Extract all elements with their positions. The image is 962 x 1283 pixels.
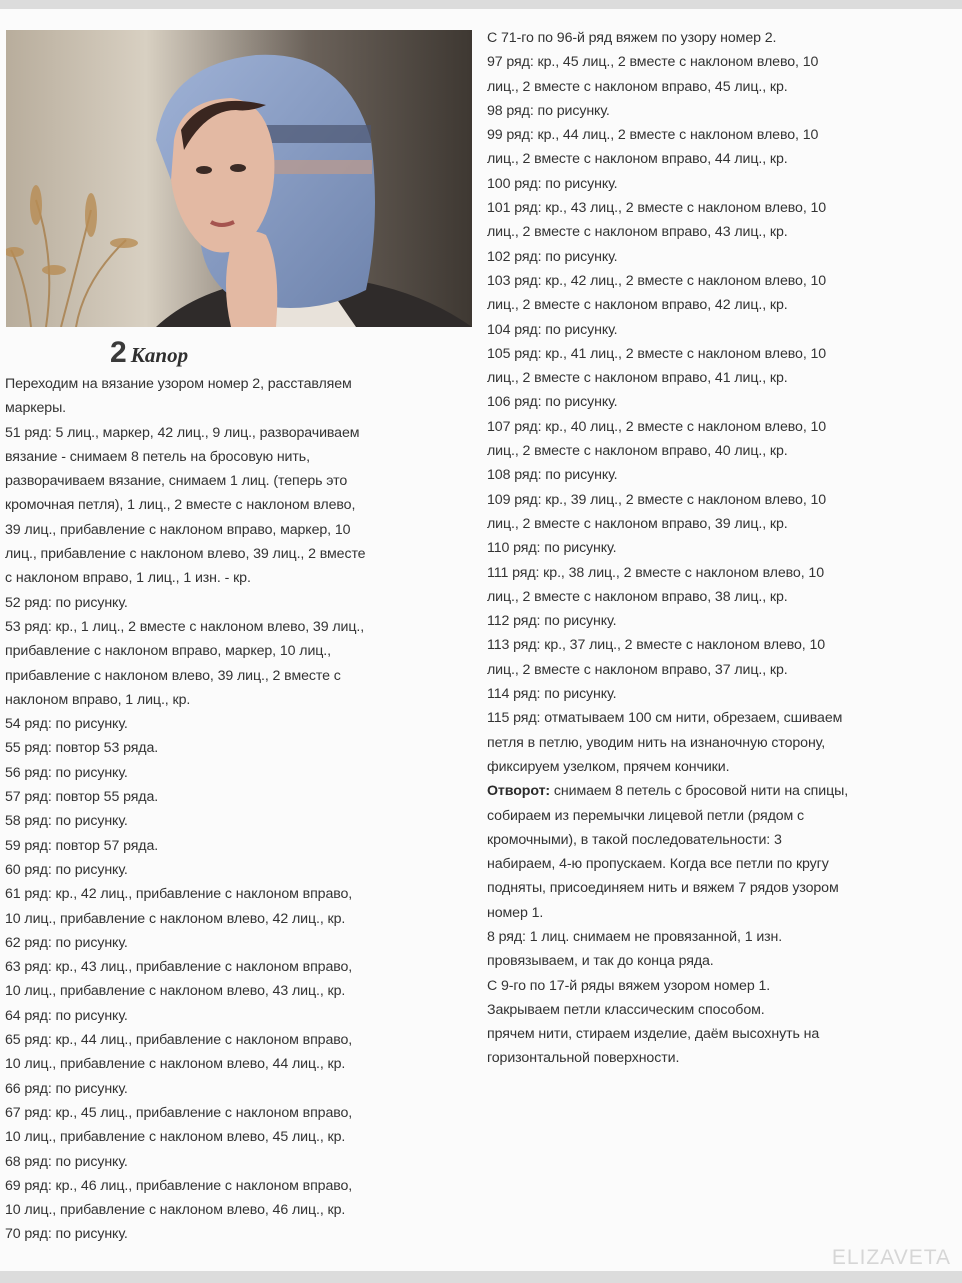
text-line: 65 ряд: кр., 44 лиц., прибавление с наклоном вправо,	[5, 1032, 353, 1049]
otvorot-heading-line	[487, 779, 955, 803]
text-line: 10 лиц., прибавление с наклоном влево, 45 лиц., кр.	[5, 1129, 346, 1146]
product-photo	[6, 30, 472, 327]
text-line: 109 ряд: кр., 39 лиц., 2 вместе с наклоном влево, 10	[487, 491, 827, 508]
text-line: 55 ряд: повтор 53 ряда.	[5, 740, 159, 757]
text-line: маркеры.	[5, 400, 67, 417]
text-line: 113 ряд: кр., 37 лиц., 2 вместе с наклоном влево, 10	[487, 637, 826, 654]
text-line: 39 лиц., прибавление с наклоном вправо, маркер, 10	[5, 521, 351, 538]
text-line: 97 ряд: кр., 45 лиц., 2 вместе с наклоном влево, 10	[487, 54, 819, 71]
pattern-page	[0, 9, 962, 1271]
otvorot-text-line: набираем, 4-ю пропускаем. Когда все петли по кругу	[487, 856, 829, 873]
text-line: лиц., 2 вместе с наклоном вправо, 45 лиц., кр.	[487, 78, 788, 95]
text-line: лиц., 2 вместе с наклоном вправо, 41 лиц., кр.	[487, 370, 788, 387]
text-line: 101 ряд: кр., 43 лиц., 2 вместе с наклоном влево, 10	[487, 200, 827, 217]
text-line: лиц., 2 вместе с наклоном вправо, 40 лиц., кр.	[487, 443, 788, 460]
otvorot-text-line: горизонтальной поверхности.	[487, 1050, 680, 1067]
text-line: 61 ряд: кр., 42 лиц., прибавление с наклоном вправо,	[5, 886, 353, 903]
text-line: 111 ряд: кр., 38 лиц., 2 вместе с наклоном влево, 10	[487, 564, 824, 581]
text-line: 62 ряд: по рисунку.	[5, 934, 128, 951]
text-line: 59 ряд: повтор 57 ряда.	[5, 837, 159, 854]
text-line: 51 ряд: 5 лиц., маркер, 42 лиц., 9 лиц., разворачиваем	[5, 424, 360, 441]
text-line: с наклоном вправо, 1 лиц., 1 изн. - кр.	[5, 570, 251, 587]
text-line: 114 ряд: по рисунку.	[487, 686, 617, 703]
text-line: 103 ряд: кр., 42 лиц., 2 вместе с наклоном влево, 10	[487, 272, 827, 289]
otvorot-text-line: номер 1.	[487, 904, 544, 921]
text-line: 68 ряд: по рисунку.	[5, 1153, 128, 1170]
text-line: 10 лиц., прибавление с наклоном влево, 46 лиц., кр.	[5, 1202, 346, 1219]
section-title: Капор	[130, 343, 189, 367]
text-line: 115 ряд: отматываем 100 см нити, обрезаем, сшиваем	[487, 710, 843, 727]
otvorot-text-line: подняты, присоединяем нить и вяжем 7 рядов узором	[487, 880, 839, 897]
text-line: наклоном вправо, 1 лиц., кр.	[5, 691, 191, 708]
otvorot-text-line: Закрываем петли классическим способом.	[487, 1001, 765, 1018]
otvorot-text-line: кромочными), в такой последовательности: 3	[487, 831, 782, 848]
text-line: лиц., 2 вместе с наклоном вправо, 43 лиц., кр.	[487, 224, 788, 241]
text-line: лиц., 2 вместе с наклоном вправо, 42 лиц., кр.	[487, 297, 788, 314]
text-line: 108 ряд: по рисунку.	[487, 467, 618, 484]
otvorot-text-line: С 9-го по 17-й ряды вяжем узором номер 1.	[487, 977, 771, 994]
text-line: 10 лиц., прибавление с наклоном влево, 44 лиц., кр.	[5, 1056, 346, 1073]
text-line: 104 ряд: по рисунку.	[487, 321, 618, 338]
otvorot-text-line: прячем нити, стираем изделие, даём высохнуть на	[487, 1026, 820, 1043]
otvorot-text-line: 8 ряд: 1 лиц. снимаем не провязанной, 1 изн.	[487, 928, 783, 945]
text-line: 53 ряд: кр., 1 лиц., 2 вместе с наклоном влево, 39 лиц.,	[5, 618, 365, 635]
text-line: 10 лиц., прибавление с наклоном влево, 42 лиц., кр.	[5, 910, 346, 927]
text-line: 10 лиц., прибавление с наклоном влево, 43 лиц., кр.	[5, 983, 346, 1000]
section-number: 2	[110, 336, 127, 369]
text-line: вязание - снимаем 8 петель на бросовую нить,	[5, 448, 310, 465]
text-line: 69 ряд: кр., 46 лиц., прибавление с наклоном вправо,	[5, 1177, 353, 1194]
text-line: 105 ряд: кр., 41 лиц., 2 вместе с наклоном влево, 10	[487, 345, 827, 362]
woman-in-knitted-hood-illustration	[6, 30, 472, 327]
text-line: 66 ряд: по рисунку.	[5, 1080, 128, 1097]
section-heading	[110, 336, 188, 372]
text-line: 98 ряд: по рисунку.	[487, 102, 610, 119]
text-line: 107 ряд: кр., 40 лиц., 2 вместе с наклоном влево, 10	[487, 418, 827, 435]
watermark: ELIZAVETA	[831, 1246, 951, 1269]
text-line: лиц., 2 вместе с наклоном вправо, 44 лиц., кр.	[487, 151, 788, 168]
text-line: 57 ряд: повтор 55 ряда.	[5, 789, 159, 806]
text-line: 67 ряд: кр., 45 лиц., прибавление с наклоном вправо,	[5, 1104, 353, 1121]
text-line: С 71-го по 96-й ряд вяжем по узору номер 2.	[487, 30, 777, 46]
text-line: 99 ряд: кр., 44 лиц., 2 вместе с наклоном влево, 10	[487, 127, 819, 144]
text-line: 58 ряд: по рисунку.	[5, 813, 128, 830]
text-line: разворачиваем вязание, снимаем 1 лиц. (теперь это	[5, 473, 348, 490]
text-line: прибавление с наклоном вправо, маркер, 10 лиц.,	[5, 643, 331, 660]
text-line: кромочная петля), 1 лиц., 2 вместе с наклоном влево,	[5, 497, 356, 514]
text-line: лиц., 2 вместе с наклоном вправо, 39 лиц., кр.	[487, 515, 788, 532]
otvorot-text-line: провязываем, и так до конца ряда.	[487, 953, 714, 970]
text-line: 100 ряд: по рисунку.	[487, 175, 618, 192]
text-line: 64 ряд: по рисунку.	[5, 1007, 128, 1024]
text-line: лиц., 2 вместе с наклоном вправо, 38 лиц., кр.	[487, 588, 788, 605]
text-line: лиц., прибавление с наклоном влево, 39 лиц., 2 вместе	[5, 546, 366, 563]
otvorot-text-line: собираем из перемычки лицевой петли (рядом с	[487, 807, 805, 824]
right-column-text	[487, 26, 955, 1071]
text-line: 102 ряд: по рисунку.	[487, 248, 618, 265]
text-line: Переходим на вязание узором номер 2, расставляем	[5, 376, 352, 392]
text-line: петля в петлю, уводим нить на изнаночную сторону,	[487, 734, 826, 751]
text-line: 112 ряд: по рисунку.	[487, 613, 617, 630]
text-line: прибавление с наклоном влево, 39 лиц., 2 вместе с	[5, 667, 341, 684]
text-line: 60 ряд: по рисунку.	[5, 861, 128, 878]
text-line: 70 ряд: по рисунку.	[5, 1226, 128, 1243]
text-line: 63 ряд: кр., 43 лиц., прибавление с наклоном вправо,	[5, 959, 353, 976]
text-line: 110 ряд: по рисунку.	[487, 540, 617, 557]
left-column-text	[5, 372, 471, 1247]
text-line: 106 ряд: по рисунку.	[487, 394, 618, 411]
text-line: 56 ряд: по рисунку.	[5, 764, 128, 781]
text-line: 52 ряд: по рисунку.	[5, 594, 128, 611]
otvorot-first-line: снимаем 8 петель с бросовой нити на спицы,	[553, 783, 849, 800]
text-line: фиксируем узелком, прячем кончики.	[487, 758, 730, 775]
otvorot-label: Отворот:	[487, 783, 551, 800]
text-line: 54 ряд: по рисунку.	[5, 716, 128, 733]
text-line: лиц., 2 вместе с наклоном вправо, 37 лиц., кр.	[487, 661, 788, 678]
